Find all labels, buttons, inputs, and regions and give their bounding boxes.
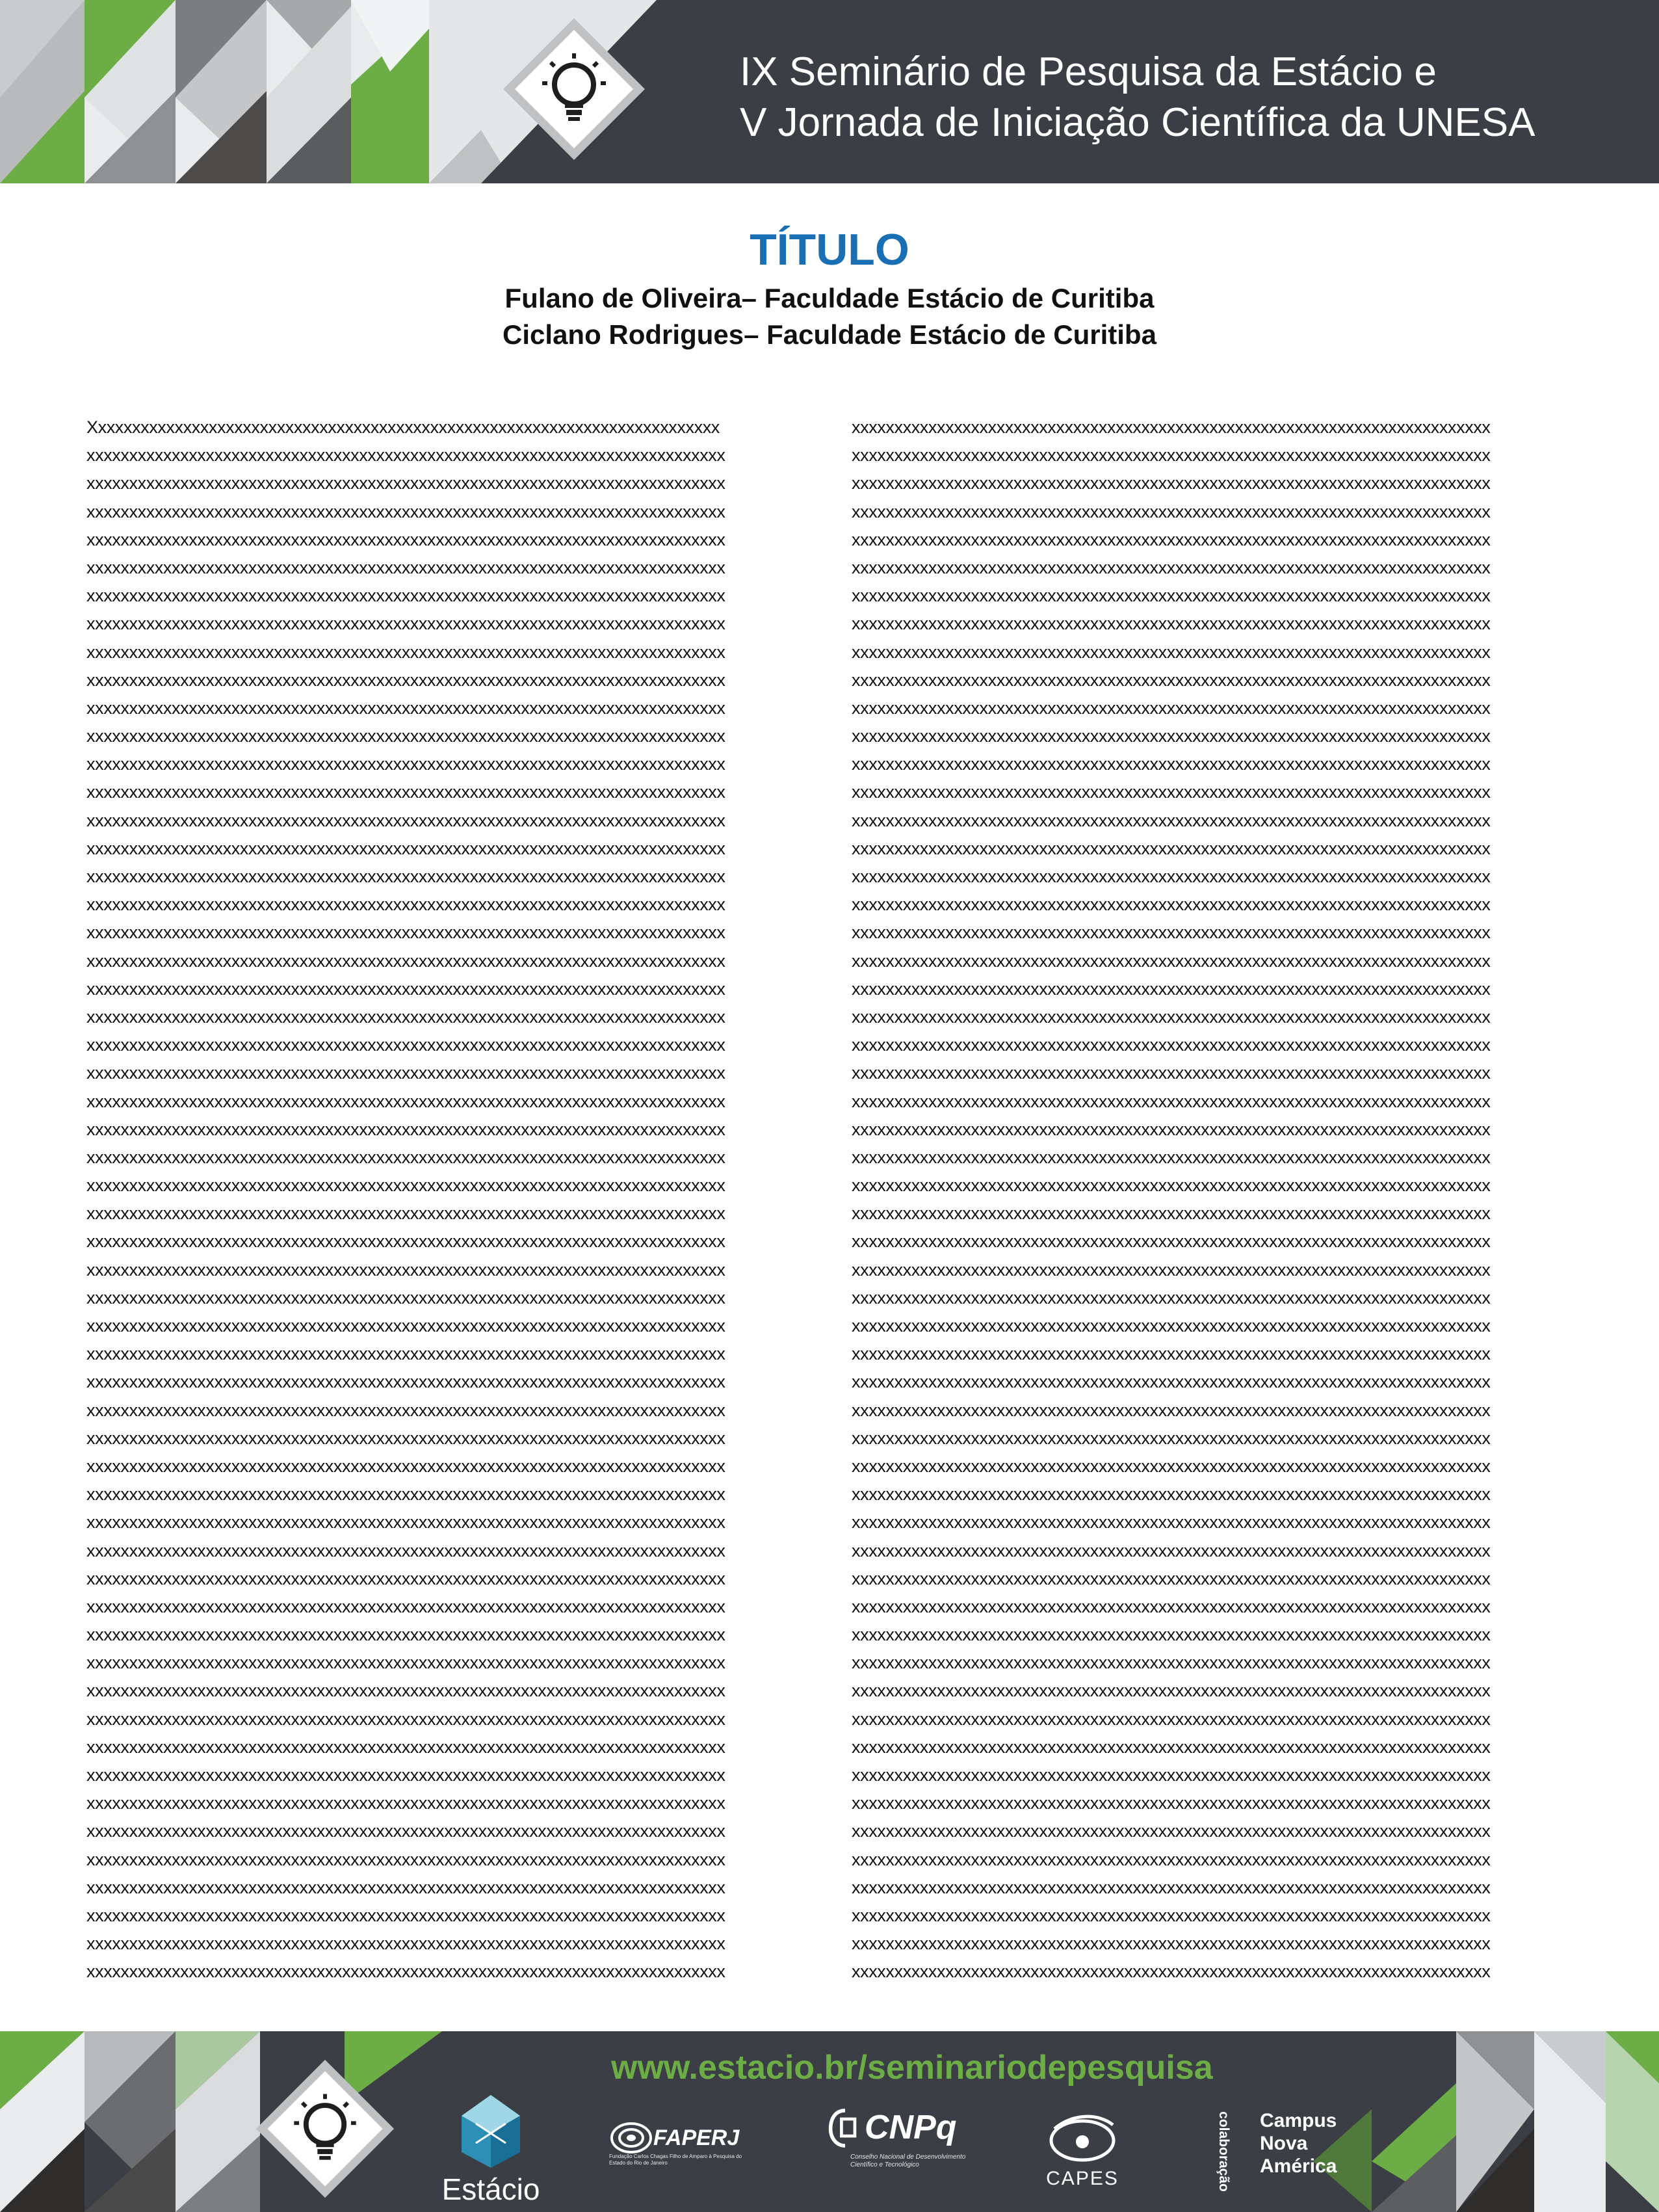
body-text-line: xxxxxxxxxxxxxxxxxxxxxxxxxxxxxxxxxxxxxxxxxxxxxxxxxxxxxxxxxxxxxxxxxxxxxxxxxxx [852, 1344, 1491, 1364]
body-text-line: xxxxxxxxxxxxxxxxxxxxxxxxxxxxxxxxxxxxxxxxxxxxxxxxxxxxxxxxxxxxxxxxxxxxxxxxxxx [86, 979, 725, 999]
body-text-line: xxxxxxxxxxxxxxxxxxxxxxxxxxxxxxxxxxxxxxxxxxxxxxxxxxxxxxxxxxxxxxxxxxxxxxxxxxx [852, 1793, 1491, 1813]
body-text-line: xxxxxxxxxxxxxxxxxxxxxxxxxxxxxxxxxxxxxxxxxxxxxxxxxxxxxxxxxxxxxxxxxxxxxxxxxxx [852, 642, 1491, 662]
campus-label [1260, 2109, 1337, 2178]
body-text-line: xxxxxxxxxxxxxxxxxxxxxxxxxxxxxxxxxxxxxxxxxxxxxxxxxxxxxxxxxxxxxxxxxxxxxxxxxxx [852, 1653, 1491, 1673]
faperj-logo [608, 2116, 757, 2181]
estacio-logo [429, 2090, 553, 2207]
body-text-line: xxxxxxxxxxxxxxxxxxxxxxxxxxxxxxxxxxxxxxxxxxxxxxxxxxxxxxxxxxxxxxxxxxxxxxxxxxx [86, 586, 725, 606]
body-text-line: xxxxxxxxxxxxxxxxxxxxxxxxxxxxxxxxxxxxxxxxxxxxxxxxxxxxxxxxxxxxxxxxxxxxxxxxxxx [86, 1737, 725, 1757]
body-text-line: xxxxxxxxxxxxxxxxxxxxxxxxxxxxxxxxxxxxxxxxxxxxxxxxxxxxxxxxxxxxxxxxxxxxxxxxxxx [852, 782, 1491, 802]
body-text-line: xxxxxxxxxxxxxxxxxxxxxxxxxxxxxxxxxxxxxxxxxxxxxxxxxxxxxxxxxxxxxxxxxxxxxxxxxxx [86, 1934, 725, 1954]
body-text-line: xxxxxxxxxxxxxxxxxxxxxxxxxxxxxxxxxxxxxxxxxxxxxxxxxxxxxxxxxxxxxxxxxxxxxxxxxxx [86, 1091, 725, 1111]
body-text-line: xxxxxxxxxxxxxxxxxxxxxxxxxxxxxxxxxxxxxxxxxxxxxxxxxxxxxxxxxxxxxxxxxxxxxxxxxxx [852, 1372, 1491, 1392]
body-text-line: xxxxxxxxxxxxxxxxxxxxxxxxxxxxxxxxxxxxxxxxxxxxxxxxxxxxxxxxxxxxxxxxxxxxxxxxxxx [86, 473, 725, 494]
body-text-line: Xxxxxxxxxxxxxxxxxxxxxxxxxxxxxxxxxxxxxxxxxxxxxxxxxxxxxxxxxxxxxxxxxxxxxxxxxx [86, 417, 720, 437]
cnpq-mark-icon [827, 2107, 863, 2150]
body-text-line: xxxxxxxxxxxxxxxxxxxxxxxxxxxxxxxxxxxxxxxxxxxxxxxxxxxxxxxxxxxxxxxxxxxxxxxxxxx [86, 614, 725, 634]
body-text-line: xxxxxxxxxxxxxxxxxxxxxxxxxxxxxxxxxxxxxxxxxxxxxxxxxxxxxxxxxxxxxxxxxxxxxxxxxxx [86, 670, 725, 690]
body-text-line: xxxxxxxxxxxxxxxxxxxxxxxxxxxxxxxxxxxxxxxxxxxxxxxxxxxxxxxxxxxxxxxxxxxxxxxxxxx [86, 923, 725, 943]
body-text-line: xxxxxxxxxxxxxxxxxxxxxxxxxxxxxxxxxxxxxxxxxxxxxxxxxxxxxxxxxxxxxxxxxxxxxxxxxxx [852, 1512, 1491, 1533]
body-text-line: xxxxxxxxxxxxxxxxxxxxxxxxxxxxxxxxxxxxxxxxxxxxxxxxxxxxxxxxxxxxxxxxxxxxxxxxxxx [86, 838, 725, 858]
document-title: TÍTULO [750, 225, 909, 274]
body-text-line: xxxxxxxxxxxxxxxxxxxxxxxxxxxxxxxxxxxxxxxxxxxxxxxxxxxxxxxxxxxxxxxxxxxxxxxxxxx [852, 1568, 1491, 1588]
body-text-line: xxxxxxxxxxxxxxxxxxxxxxxxxxxxxxxxxxxxxxxxxxxxxxxxxxxxxxxxxxxxxxxxxxxxxxxxxxx [852, 838, 1491, 858]
author-line-1: Fulano de Oliveira– Faculdade Estácio de Curitiba [504, 283, 1155, 313]
body-text-line: xxxxxxxxxxxxxxxxxxxxxxxxxxxxxxxxxxxxxxxxxxxxxxxxxxxxxxxxxxxxxxxxxxxxxxxxxxx [852, 445, 1491, 466]
body-text-line: xxxxxxxxxxxxxxxxxxxxxxxxxxxxxxxxxxxxxxxxxxxxxxxxxxxxxxxxxxxxxxxxxxxxxxxxxxx [852, 951, 1491, 971]
body-text-line: xxxxxxxxxxxxxxxxxxxxxxxxxxxxxxxxxxxxxxxxxxxxxxxxxxxxxxxxxxxxxxxxxxxxxxxxxxx [86, 1484, 725, 1505]
body-text-line: xxxxxxxxxxxxxxxxxxxxxxxxxxxxxxxxxxxxxxxxxxxxxxxxxxxxxxxxxxxxxxxxxxxxxxxxxxx [852, 1119, 1491, 1139]
body-text-line: xxxxxxxxxxxxxxxxxxxxxxxxxxxxxxxxxxxxxxxxxxxxxxxxxxxxxxxxxxxxxxxxxxxxxxxxxxx [86, 754, 725, 774]
body-text-line: xxxxxxxxxxxxxxxxxxxxxxxxxxxxxxxxxxxxxxxxxxxxxxxxxxxxxxxxxxxxxxxxxxxxxxxxxxx [86, 1204, 725, 1224]
body-text-line: xxxxxxxxxxxxxxxxxxxxxxxxxxxxxxxxxxxxxxxxxxxxxxxxxxxxxxxxxxxxxxxxxxxxxxxxxxx [852, 1231, 1491, 1252]
body-text-line: xxxxxxxxxxxxxxxxxxxxxxxxxxxxxxxxxxxxxxxxxxxxxxxxxxxxxxxxxxxxxxxxxxxxxxxxxxx [86, 895, 725, 915]
colaboracao-label [1210, 2103, 1236, 2200]
body-text-line: xxxxxxxxxxxxxxxxxxxxxxxxxxxxxxxxxxxxxxxxxxxxxxxxxxxxxxxxxxxxxxxxxxxxxxxxxxx [852, 417, 1491, 437]
body-text-line: xxxxxxxxxxxxxxxxxxxxxxxxxxxxxxxxxxxxxxxxxxxxxxxxxxxxxxxxxxxxxxxxxxxxxxxxxxx [86, 1063, 725, 1083]
body-text-line: xxxxxxxxxxxxxxxxxxxxxxxxxxxxxxxxxxxxxxxxxxxxxxxxxxxxxxxxxxxxxxxxxxxxxxxxxxx [86, 1035, 725, 1055]
body-text-line: xxxxxxxxxxxxxxxxxxxxxxxxxxxxxxxxxxxxxxxxxxxxxxxxxxxxxxxxxxxxxxxxxxxxxxxxxxx [852, 1849, 1491, 1869]
body-text-line: xxxxxxxxxxxxxxxxxxxxxxxxxxxxxxxxxxxxxxxxxxxxxxxxxxxxxxxxxxxxxxxxxxxxxxxxxxx [852, 1316, 1491, 1336]
body-text-line: xxxxxxxxxxxxxxxxxxxxxxxxxxxxxxxxxxxxxxxxxxxxxxxxxxxxxxxxxxxxxxxxxxxxxxxxxxx [86, 1793, 725, 1813]
body-text-line: xxxxxxxxxxxxxxxxxxxxxxxxxxxxxxxxxxxxxxxxxxxxxxxxxxxxxxxxxxxxxxxxxxxxxxxxxxx [852, 726, 1491, 746]
body-text-line: xxxxxxxxxxxxxxxxxxxxxxxxxxxxxxxxxxxxxxxxxxxxxxxxxxxxxxxxxxxxxxxxxxxxxxxxxxx [86, 1287, 725, 1308]
body-text-line: xxxxxxxxxxxxxxxxxxxxxxxxxxxxxxxxxxxxxxxxxxxxxxxxxxxxxxxxxxxxxxxxxxxxxxxxxxx [86, 1877, 725, 1897]
body-text-line: xxxxxxxxxxxxxxxxxxxxxxxxxxxxxxxxxxxxxxxxxxxxxxxxxxxxxxxxxxxxxxxxxxxxxxxxxxx [852, 1287, 1491, 1308]
body-text-line: xxxxxxxxxxxxxxxxxxxxxxxxxxxxxxxxxxxxxxxxxxxxxxxxxxxxxxxxxxxxxxxxxxxxxxxxxxx [852, 1484, 1491, 1505]
body-text-line: xxxxxxxxxxxxxxxxxxxxxxxxxxxxxxxxxxxxxxxxxxxxxxxxxxxxxxxxxxxxxxxxxxxxxxxxxxx [86, 1344, 725, 1364]
event-title-line-2: V Jornada de Iniciação Científica da UNESA [740, 100, 1535, 145]
body-text-line: xxxxxxxxxxxxxxxxxxxxxxxxxxxxxxxxxxxxxxxxxxxxxxxxxxxxxxxxxxxxxxxxxxxxxxxxxxx [852, 1204, 1491, 1224]
body-text-line: xxxxxxxxxxxxxxxxxxxxxxxxxxxxxxxxxxxxxxxxxxxxxxxxxxxxxxxxxxxxxxxxxxxxxxxxxxx [86, 1653, 725, 1673]
faperj-subtitle: Fundação Carlos Chagas Filho de Amparo à Pesquisa do Estado do Rio de Janeiro [609, 2153, 742, 2166]
body-text-line: xxxxxxxxxxxxxxxxxxxxxxxxxxxxxxxxxxxxxxxxxxxxxxxxxxxxxxxxxxxxxxxxxxxxxxxxxxx [852, 1737, 1491, 1757]
body-text-line: xxxxxxxxxxxxxxxxxxxxxxxxxxxxxxxxxxxxxxxxxxxxxxxxxxxxxxxxxxxxxxxxxxxxxxxxxxx [86, 810, 725, 830]
body-text-line: xxxxxxxxxxxxxxxxxxxxxxxxxxxxxxxxxxxxxxxxxxxxxxxxxxxxxxxxxxxxxxxxxxxxxxxxxxx [852, 1905, 1491, 1925]
body-text-line: xxxxxxxxxxxxxxxxxxxxxxxxxxxxxxxxxxxxxxxxxxxxxxxxxxxxxxxxxxxxxxxxxxxxxxxxxxx [852, 473, 1491, 494]
campus-line-2: Nova [1260, 2133, 1308, 2154]
body-text-line: xxxxxxxxxxxxxxxxxxxxxxxxxxxxxxxxxxxxxxxxxxxxxxxxxxxxxxxxxxxxxxxxxxxxxxxxxxx [86, 1596, 725, 1616]
body-text-line: xxxxxxxxxxxxxxxxxxxxxxxxxxxxxxxxxxxxxxxxxxxxxxxxxxxxxxxxxxxxxxxxxxxxxxxxxxx [852, 586, 1491, 606]
capes-wordmark: CAPES [1046, 2168, 1119, 2189]
body-text-line: xxxxxxxxxxxxxxxxxxxxxxxxxxxxxxxxxxxxxxxxxxxxxxxxxxxxxxxxxxxxxxxxxxxxxxxxxxx [86, 1709, 725, 1729]
body-text-line: xxxxxxxxxxxxxxxxxxxxxxxxxxxxxxxxxxxxxxxxxxxxxxxxxxxxxxxxxxxxxxxxxxxxxxxxxxx [86, 1962, 725, 1982]
body-text-line: xxxxxxxxxxxxxxxxxxxxxxxxxxxxxxxxxxxxxxxxxxxxxxxxxxxxxxxxxxxxxxxxxxxxxxxxxxx [852, 1681, 1491, 1701]
body-text-line: xxxxxxxxxxxxxxxxxxxxxxxxxxxxxxxxxxxxxxxxxxxxxxxxxxxxxxxxxxxxxxxxxxxxxxxxxxx [852, 754, 1491, 774]
body-text-line: xxxxxxxxxxxxxxxxxxxxxxxxxxxxxxxxxxxxxxxxxxxxxxxxxxxxxxxxxxxxxxxxxxxxxxxxxxx [86, 1259, 725, 1280]
body-text-line: xxxxxxxxxxxxxxxxxxxxxxxxxxxxxxxxxxxxxxxxxxxxxxxxxxxxxxxxxxxxxxxxxxxxxxxxxxx [86, 726, 725, 746]
body-text-line: xxxxxxxxxxxxxxxxxxxxxxxxxxxxxxxxxxxxxxxxxxxxxxxxxxxxxxxxxxxxxxxxxxxxxxxxxxx [852, 1709, 1491, 1729]
body-text-line: xxxxxxxxxxxxxxxxxxxxxxxxxxxxxxxxxxxxxxxxxxxxxxxxxxxxxxxxxxxxxxxxxxxxxxxxxxx [86, 867, 725, 886]
body-text-line: xxxxxxxxxxxxxxxxxxxxxxxxxxxxxxxxxxxxxxxxxxxxxxxxxxxxxxxxxxxxxxxxxxxxxxxxxxx [86, 501, 725, 521]
body-text-line: xxxxxxxxxxxxxxxxxxxxxxxxxxxxxxxxxxxxxxxxxxxxxxxxxxxxxxxxxxxxxxxxxxxxxxxxxxx [86, 1400, 725, 1420]
body-text-line: xxxxxxxxxxxxxxxxxxxxxxxxxxxxxxxxxxxxxxxxxxxxxxxxxxxxxxxxxxxxxxxxxxxxxxxxxxx [86, 1316, 725, 1336]
body-text-line: xxxxxxxxxxxxxxxxxxxxxxxxxxxxxxxxxxxxxxxxxxxxxxxxxxxxxxxxxxxxxxxxxxxxxxxxxxx [86, 951, 725, 971]
body-text-line: xxxxxxxxxxxxxxxxxxxxxxxxxxxxxxxxxxxxxxxxxxxxxxxxxxxxxxxxxxxxxxxxxxxxxxxxxxx [852, 557, 1491, 577]
body-text-line: xxxxxxxxxxxxxxxxxxxxxxxxxxxxxxxxxxxxxxxxxxxxxxxxxxxxxxxxxxxxxxxxxxxxxxxxxxx [852, 1456, 1491, 1476]
body-text-line: xxxxxxxxxxxxxxxxxxxxxxxxxxxxxxxxxxxxxxxxxxxxxxxxxxxxxxxxxxxxxxxxxxxxxxxxxxx [86, 782, 725, 802]
text-column-right [852, 414, 1572, 1990]
body-text-line: xxxxxxxxxxxxxxxxxxxxxxxxxxxxxxxxxxxxxxxxxxxxxxxxxxxxxxxxxxxxxxxxxxxxxxxxxxx [852, 1259, 1491, 1280]
body-text-line: xxxxxxxxxxxxxxxxxxxxxxxxxxxxxxxxxxxxxxxxxxxxxxxxxxxxxxxxxxxxxxxxxxxxxxxxxxx [86, 1512, 725, 1533]
body-text-line: xxxxxxxxxxxxxxxxxxxxxxxxxxxxxxxxxxxxxxxxxxxxxxxxxxxxxxxxxxxxxxxxxxxxxxxxxxx [852, 1147, 1491, 1167]
body-text-line: xxxxxxxxxxxxxxxxxxxxxxxxxxxxxxxxxxxxxxxxxxxxxxxxxxxxxxxxxxxxxxxxxxxxxxxxxxx [86, 1176, 725, 1196]
body-text-line: xxxxxxxxxxxxxxxxxxxxxxxxxxxxxxxxxxxxxxxxxxxxxxxxxxxxxxxxxxxxxxxxxxxxxxxxxxx [852, 979, 1491, 999]
body-text-line: xxxxxxxxxxxxxxxxxxxxxxxxxxxxxxxxxxxxxxxxxxxxxxxxxxxxxxxxxxxxxxxxxxxxxxxxxxx [852, 1091, 1491, 1111]
body-text-line: xxxxxxxxxxxxxxxxxxxxxxxxxxxxxxxxxxxxxxxxxxxxxxxxxxxxxxxxxxxxxxxxxxxxxxxxxxx [852, 895, 1491, 915]
body-text-line: xxxxxxxxxxxxxxxxxxxxxxxxxxxxxxxxxxxxxxxxxxxxxxxxxxxxxxxxxxxxxxxxxxxxxxxxxxx [86, 1568, 725, 1588]
body-text-line: xxxxxxxxxxxxxxxxxxxxxxxxxxxxxxxxxxxxxxxxxxxxxxxxxxxxxxxxxxxxxxxxxxxxxxxxxxx [852, 614, 1491, 634]
body-text-line: xxxxxxxxxxxxxxxxxxxxxxxxxxxxxxxxxxxxxxxxxxxxxxxxxxxxxxxxxxxxxxxxxxxxxxxxxxx [86, 1821, 725, 1841]
event-title-line-1: IX Seminário de Pesquisa da Estácio e [740, 49, 1437, 94]
body-text-line: xxxxxxxxxxxxxxxxxxxxxxxxxxxxxxxxxxxxxxxxxxxxxxxxxxxxxxxxxxxxxxxxxxxxxxxxxxx [86, 1540, 725, 1560]
body-text-line: xxxxxxxxxxxxxxxxxxxxxxxxxxxxxxxxxxxxxxxxxxxxxxxxxxxxxxxxxxxxxxxxxxxxxxxxxxx [852, 1063, 1491, 1083]
body-text-line: xxxxxxxxxxxxxxxxxxxxxxxxxxxxxxxxxxxxxxxxxxxxxxxxxxxxxxxxxxxxxxxxxxxxxxxxxxx [852, 1007, 1491, 1027]
body-text-line: xxxxxxxxxxxxxxxxxxxxxxxxxxxxxxxxxxxxxxxxxxxxxxxxxxxxxxxxxxxxxxxxxxxxxxxxxxx [852, 1765, 1491, 1785]
body-text-line: xxxxxxxxxxxxxxxxxxxxxxxxxxxxxxxxxxxxxxxxxxxxxxxxxxxxxxxxxxxxxxxxxxxxxxxxxxx [852, 1176, 1491, 1196]
body-text-line: xxxxxxxxxxxxxxxxxxxxxxxxxxxxxxxxxxxxxxxxxxxxxxxxxxxxxxxxxxxxxxxxxxxxxxxxxxx [852, 1400, 1491, 1420]
body-text-line: xxxxxxxxxxxxxxxxxxxxxxxxxxxxxxxxxxxxxxxxxxxxxxxxxxxxxxxxxxxxxxxxxxxxxxxxxxx [86, 529, 725, 549]
event-title [740, 47, 1535, 148]
body-text-line: xxxxxxxxxxxxxxxxxxxxxxxxxxxxxxxxxxxxxxxxxxxxxxxxxxxxxxxxxxxxxxxxxxxxxxxxxxx [852, 923, 1491, 943]
body-text-line: xxxxxxxxxxxxxxxxxxxxxxxxxxxxxxxxxxxxxxxxxxxxxxxxxxxxxxxxxxxxxxxxxxxxxxxxxxx [852, 698, 1491, 718]
faperj-swirl-icon [608, 2118, 653, 2157]
capes-logo [1040, 2109, 1125, 2194]
capes-emblem-icon [1040, 2109, 1125, 2168]
body-text-line: xxxxxxxxxxxxxxxxxxxxxxxxxxxxxxxxxxxxxxxxxxxxxxxxxxxxxxxxxxxxxxxxxxxxxxxxxxx [86, 1625, 725, 1645]
author-line-2: Ciclano Rodrigues– Faculdade Estácio de Curitiba [503, 319, 1156, 350]
body-text-line: xxxxxxxxxxxxxxxxxxxxxxxxxxxxxxxxxxxxxxxxxxxxxxxxxxxxxxxxxxxxxxxxxxxxxxxxxxx [86, 1428, 725, 1448]
body-text-line: xxxxxxxxxxxxxxxxxxxxxxxxxxxxxxxxxxxxxxxxxxxxxxxxxxxxxxxxxxxxxxxxxxxxxxxxxxx [86, 1681, 725, 1701]
body-text-line: xxxxxxxxxxxxxxxxxxxxxxxxxxxxxxxxxxxxxxxxxxxxxxxxxxxxxxxxxxxxxxxxxxxxxxxxxxx [852, 1877, 1491, 1897]
body-text-line: xxxxxxxxxxxxxxxxxxxxxxxxxxxxxxxxxxxxxxxxxxxxxxxxxxxxxxxxxxxxxxxxxxxxxxxxxxx [86, 1765, 725, 1785]
cnpq-subtitle: Conselho Nacional de Desenvolvimento Científico e Tecnológico [850, 2153, 966, 2168]
body-text-line: xxxxxxxxxxxxxxxxxxxxxxxxxxxxxxxxxxxxxxxxxxxxxxxxxxxxxxxxxxxxxxxxxxxxxxxxxxx [852, 1596, 1491, 1616]
body-text-line: xxxxxxxxxxxxxxxxxxxxxxxxxxxxxxxxxxxxxxxxxxxxxxxxxxxxxxxxxxxxxxxxxxxxxxxxxxx [852, 1428, 1491, 1448]
body-text-line: xxxxxxxxxxxxxxxxxxxxxxxxxxxxxxxxxxxxxxxxxxxxxxxxxxxxxxxxxxxxxxxxxxxxxxxxxxx [86, 1372, 725, 1392]
body-text-line: xxxxxxxxxxxxxxxxxxxxxxxxxxxxxxxxxxxxxxxxxxxxxxxxxxxxxxxxxxxxxxxxxxxxxxxxxxx [852, 867, 1491, 886]
body-text-line: xxxxxxxxxxxxxxxxxxxxxxxxxxxxxxxxxxxxxxxxxxxxxxxxxxxxxxxxxxxxxxxxxxxxxxxxxxx [852, 1625, 1491, 1645]
body-text-line: xxxxxxxxxxxxxxxxxxxxxxxxxxxxxxxxxxxxxxxxxxxxxxxxxxxxxxxxxxxxxxxxxxxxxxxxxxx [852, 1821, 1491, 1841]
body-text-line: xxxxxxxxxxxxxxxxxxxxxxxxxxxxxxxxxxxxxxxxxxxxxxxxxxxxxxxxxxxxxxxxxxxxxxxxxxx [86, 1119, 725, 1139]
body-text-line: xxxxxxxxxxxxxxxxxxxxxxxxxxxxxxxxxxxxxxxxxxxxxxxxxxxxxxxxxxxxxxxxxxxxxxxxxxx [852, 670, 1491, 690]
body-text-line: xxxxxxxxxxxxxxxxxxxxxxxxxxxxxxxxxxxxxxxxxxxxxxxxxxxxxxxxxxxxxxxxxxxxxxxxxxx [852, 1035, 1491, 1055]
footer-banner [0, 2031, 1659, 2212]
cnpq-logo [827, 2107, 983, 2178]
body-text-line: xxxxxxxxxxxxxxxxxxxxxxxxxxxxxxxxxxxxxxxxxxxxxxxxxxxxxxxxxxxxxxxxxxxxxxxxxxx [86, 642, 725, 662]
lightbulb-icon [501, 16, 647, 163]
campus-line-1: Campus [1260, 2110, 1337, 2131]
body-text-line: xxxxxxxxxxxxxxxxxxxxxxxxxxxxxxxxxxxxxxxxxxxxxxxxxxxxxxxxxxxxxxxxxxxxxxxxxxx [852, 1934, 1491, 1954]
body-text-line: xxxxxxxxxxxxxxxxxxxxxxxxxxxxxxxxxxxxxxxxxxxxxxxxxxxxxxxxxxxxxxxxxxxxxxxxxxx [86, 1849, 725, 1869]
estacio-cube-icon [429, 2090, 553, 2168]
body-text-line: xxxxxxxxxxxxxxxxxxxxxxxxxxxxxxxxxxxxxxxxxxxxxxxxxxxxxxxxxxxxxxxxxxxxxxxxxxx [86, 1147, 725, 1167]
body-text-line: xxxxxxxxxxxxxxxxxxxxxxxxxxxxxxxxxxxxxxxxxxxxxxxxxxxxxxxxxxxxxxxxxxxxxxxxxxx [86, 445, 725, 466]
body-text-line: xxxxxxxxxxxxxxxxxxxxxxxxxxxxxxxxxxxxxxxxxxxxxxxxxxxxxxxxxxxxxxxxxxxxxxxxxxx [852, 1962, 1491, 1982]
seminar-url[interactable]: www.estacio.br/seminariodepesquisa [611, 2049, 1213, 2087]
header-banner [0, 0, 1659, 183]
cnpq-wordmark: CNPq [865, 2109, 957, 2146]
text-column-left [86, 414, 807, 1990]
body-text-line: xxxxxxxxxxxxxxxxxxxxxxxxxxxxxxxxxxxxxxxxxxxxxxxxxxxxxxxxxxxxxxxxxxxxxxxxxxx [86, 557, 725, 577]
lightbulb-icon [254, 2057, 397, 2200]
body-text-line: xxxxxxxxxxxxxxxxxxxxxxxxxxxxxxxxxxxxxxxxxxxxxxxxxxxxxxxxxxxxxxxxxxxxxxxxxxx [86, 1905, 725, 1925]
body-text-line: xxxxxxxxxxxxxxxxxxxxxxxxxxxxxxxxxxxxxxxxxxxxxxxxxxxxxxxxxxxxxxxxxxxxxxxxxxx [86, 1007, 725, 1027]
estacio-wordmark: Estácio [441, 2172, 540, 2206]
body-text-line: xxxxxxxxxxxxxxxxxxxxxxxxxxxxxxxxxxxxxxxxxxxxxxxxxxxxxxxxxxxxxxxxxxxxxxxxxxx [852, 501, 1491, 521]
body-text-line: xxxxxxxxxxxxxxxxxxxxxxxxxxxxxxxxxxxxxxxxxxxxxxxxxxxxxxxxxxxxxxxxxxxxxxxxxxx [852, 810, 1491, 830]
body-text-line: xxxxxxxxxxxxxxxxxxxxxxxxxxxxxxxxxxxxxxxxxxxxxxxxxxxxxxxxxxxxxxxxxxxxxxxxxxx [852, 1540, 1491, 1560]
faperj-wordmark: FAPERJ [653, 2126, 740, 2150]
body-text-line: xxxxxxxxxxxxxxxxxxxxxxxxxxxxxxxxxxxxxxxxxxxxxxxxxxxxxxxxxxxxxxxxxxxxxxxxxxx [852, 529, 1491, 549]
body-text-line: xxxxxxxxxxxxxxxxxxxxxxxxxxxxxxxxxxxxxxxxxxxxxxxxxxxxxxxxxxxxxxxxxxxxxxxxxxx [86, 1231, 725, 1252]
campus-line-3: América [1260, 2155, 1337, 2177]
body-text-line: xxxxxxxxxxxxxxxxxxxxxxxxxxxxxxxxxxxxxxxxxxxxxxxxxxxxxxxxxxxxxxxxxxxxxxxxxxx [86, 698, 725, 718]
colaboracao-text: colaboração [1216, 2111, 1231, 2192]
body-text-line: xxxxxxxxxxxxxxxxxxxxxxxxxxxxxxxxxxxxxxxxxxxxxxxxxxxxxxxxxxxxxxxxxxxxxxxxxxx [86, 1456, 725, 1476]
